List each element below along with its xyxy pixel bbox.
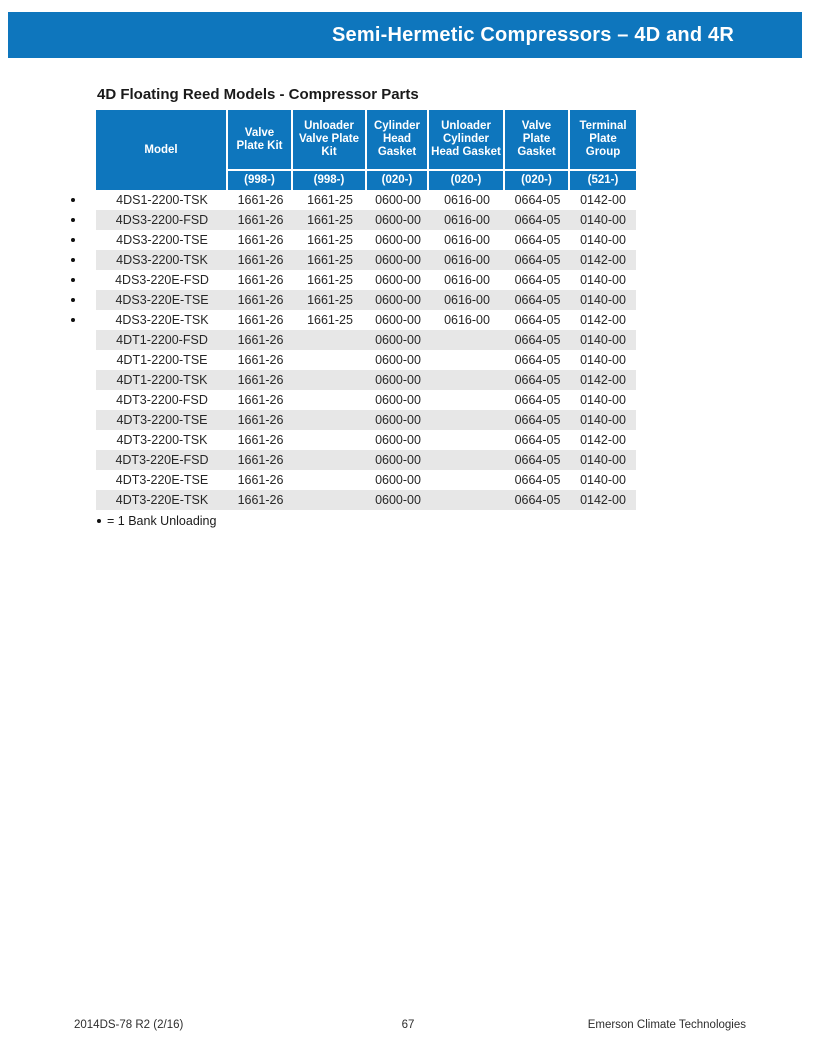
table-row — [96, 230, 636, 250]
table-row — [96, 250, 636, 270]
bank-unloading-bullet-icon — [71, 318, 75, 322]
part-number-cell: 0140-00 — [580, 353, 626, 367]
col-header-model: Model — [96, 110, 228, 190]
model-cell: 4DS3-220E-TSE — [96, 290, 228, 310]
footer-company: Emerson Climate Technologies — [587, 1019, 746, 1031]
part-number-cell: 0140-00 — [580, 453, 626, 467]
part-number-cell — [429, 370, 505, 390]
part-number-cell: 0140-00 — [580, 473, 626, 487]
part-number-cell: 0140-00 — [580, 293, 626, 307]
parts-table-body — [96, 190, 636, 510]
table-row — [96, 310, 636, 330]
part-number-cell — [293, 490, 367, 510]
part-number-cell — [429, 410, 505, 430]
part-number-cell: 0600-00 — [375, 313, 421, 327]
part-number-cell: 0664-05 — [514, 193, 561, 207]
footer-doc-number: 2014DS-78 R2 (2/16) — [74, 1019, 184, 1031]
part-number-cell: 0664-05 — [514, 333, 561, 347]
part-number-cell: 0664-05 — [514, 493, 561, 507]
part-number-cell: 1661-26 — [237, 353, 284, 367]
bank-unloading-bullet-icon — [71, 298, 75, 302]
part-number-cell: 0142-00 — [580, 373, 626, 387]
part-number-cell — [293, 430, 367, 450]
part-number-cell: 0140-00 — [580, 213, 626, 227]
part-number-cell — [429, 430, 505, 450]
table-row — [96, 190, 636, 210]
part-number-cell: 0616-00 — [444, 293, 490, 307]
table-row — [96, 290, 636, 310]
part-number-cell: 0140-00 — [580, 413, 626, 427]
part-number-cell: 0140-00 — [580, 233, 626, 247]
table-row — [96, 350, 636, 370]
part-number-cell: 1661-26 — [237, 433, 284, 447]
table-row — [96, 330, 636, 350]
part-number-cell: 0142-00 — [580, 313, 626, 327]
part-number-cell: 1661-25 — [307, 313, 353, 327]
part-number-cell: 0140-00 — [580, 333, 626, 347]
part-number-cell: 0616-00 — [444, 313, 490, 327]
part-number-cell: 1661-26 — [237, 493, 284, 507]
part-number-cell: 0664-05 — [514, 213, 561, 227]
part-number-cell: 1661-25 — [307, 233, 353, 247]
part-number-cell: 0664-05 — [514, 473, 561, 487]
part-number-cell: 1661-26 — [237, 193, 284, 207]
part-number-cell: 1661-26 — [237, 453, 284, 467]
part-number-cell — [293, 350, 367, 370]
part-number-cell: 1661-26 — [237, 273, 284, 287]
col-prefix-valve-plate-kit: (998-) — [228, 169, 293, 190]
part-number-cell: 0616-00 — [444, 273, 490, 287]
model-cell: 4DT3-220E-FSD — [115, 453, 209, 467]
part-number-cell — [429, 470, 505, 490]
part-number-cell: 0664-05 — [514, 453, 561, 467]
part-number-cell: 1661-26 — [237, 413, 284, 427]
part-number-cell: 0142-00 — [580, 433, 626, 447]
col-prefix-unloader-cylinder-head-gasket: (020-) — [429, 169, 505, 190]
table-row — [96, 370, 636, 390]
part-number-cell: 0600-00 — [375, 273, 421, 287]
col-header-cylinder-head-gasket: Cylinder Head Gasket — [367, 110, 429, 169]
footnote — [97, 514, 216, 528]
part-number-cell: 0600-00 — [375, 473, 421, 487]
part-number-cell: 0600-00 — [375, 213, 421, 227]
part-number-cell: 1661-26 — [237, 373, 284, 387]
part-number-cell: 0616-00 — [444, 213, 490, 227]
part-number-cell: 0664-05 — [514, 313, 561, 327]
model-cell: 4DS3-220E-TSK — [96, 310, 228, 330]
model-cell: 4DS1-2200-TSK — [96, 190, 228, 210]
part-number-cell: 0140-00 — [580, 273, 626, 287]
part-number-cell: 0664-05 — [514, 353, 561, 367]
part-number-cell: 0664-05 — [514, 433, 561, 447]
col-header-terminal-plate-group: Terminal Plate Group — [570, 110, 636, 169]
parts-table-wrap — [96, 110, 636, 510]
col-prefix-cylinder-head-gasket: (020-) — [367, 169, 429, 190]
part-number-cell: 0600-00 — [375, 353, 421, 367]
model-cell: 4DS3-2200-TSE — [96, 230, 228, 250]
bank-unloading-bullet-icon — [71, 238, 75, 242]
model-cell: 4DS3-220E-FSD — [96, 270, 228, 290]
part-number-cell: 0664-05 — [514, 373, 561, 387]
model-cell: 4DT1-2200-FSD — [116, 333, 208, 347]
part-number-cell — [293, 370, 367, 390]
table-row — [96, 490, 636, 510]
bank-unloading-bullet-icon — [71, 198, 75, 202]
part-number-cell: 0140-00 — [580, 393, 626, 407]
part-number-cell — [429, 350, 505, 370]
part-number-cell: 1661-26 — [237, 233, 284, 247]
part-number-cell: 1661-26 — [237, 293, 284, 307]
part-number-cell — [429, 450, 505, 470]
part-number-cell — [293, 390, 367, 410]
part-number-cell — [293, 410, 367, 430]
model-cell: 4DT1-2200-TSE — [116, 353, 208, 367]
part-number-cell: 0600-00 — [375, 293, 421, 307]
col-prefix-unloader-valve-plate-kit: (998-) — [293, 169, 367, 190]
part-number-cell: 0142-00 — [580, 193, 626, 207]
part-number-cell: 0664-05 — [514, 273, 561, 287]
model-cell: 4DT3-220E-TSE — [115, 473, 209, 487]
part-number-cell: 0616-00 — [444, 193, 490, 207]
part-number-cell — [293, 450, 367, 470]
model-cell: 4DT3-2200-FSD — [116, 393, 208, 407]
bank-unloading-bullet-icon — [71, 258, 75, 262]
part-number-cell: 1661-26 — [237, 313, 284, 327]
part-number-cell: 0664-05 — [514, 393, 561, 407]
section-title: 4D Floating Reed Models - Compressor Parts — [97, 86, 419, 103]
part-number-cell: 1661-25 — [307, 193, 353, 207]
table-row — [96, 270, 636, 290]
part-number-cell: 1661-26 — [237, 333, 284, 347]
part-number-cell: 1661-26 — [237, 213, 284, 227]
part-number-cell: 0616-00 — [444, 233, 490, 247]
part-number-cell: 0600-00 — [375, 193, 421, 207]
part-number-cell: 0664-05 — [514, 253, 561, 267]
part-number-cell: 1661-25 — [307, 213, 353, 227]
table-row — [96, 450, 636, 470]
part-number-cell: 1661-25 — [307, 273, 353, 287]
part-number-cell: 0616-00 — [444, 253, 490, 267]
col-header-unloader-cylinder-head-gasket: Unloader Cylinder Head Gasket — [429, 110, 505, 169]
part-number-cell — [293, 470, 367, 490]
col-prefix-terminal-plate-group: (521-) — [570, 169, 636, 190]
model-cell: 4DT3-2200-TSE — [116, 413, 208, 427]
part-number-cell: 0600-00 — [375, 333, 421, 347]
part-number-cell: 0142-00 — [580, 493, 626, 507]
part-number-cell: 1661-26 — [237, 473, 284, 487]
model-cell: 4DS3-2200-TSK — [96, 250, 228, 270]
col-prefix-valve-plate-gasket: (020-) — [505, 169, 570, 190]
model-cell: 4DT3-220E-TSK — [115, 493, 209, 507]
bank-unloading-bullet-icon — [71, 218, 75, 222]
page-header-banner — [8, 12, 802, 58]
part-number-cell: 0664-05 — [514, 293, 561, 307]
part-number-cell: 1661-25 — [307, 293, 353, 307]
col-header-unloader-valve-plate-kit: Unloader Valve Plate Kit — [293, 110, 367, 169]
part-number-cell: 0600-00 — [375, 373, 421, 387]
part-number-cell: 0600-00 — [375, 433, 421, 447]
col-header-valve-plate-kit: Valve Plate Kit — [228, 110, 293, 169]
parts-table — [96, 110, 636, 510]
footer-page-number: 67 — [401, 1019, 415, 1031]
table-row — [96, 210, 636, 230]
col-header-valve-plate-gasket: Valve Plate Gasket — [505, 110, 570, 169]
part-number-cell: 0142-00 — [580, 253, 626, 267]
table-row — [96, 470, 636, 490]
table-row — [96, 430, 636, 450]
part-number-cell: 0600-00 — [375, 493, 421, 507]
page-header-title: Semi-Hermetic Compressors – 4D and 4R — [332, 23, 734, 46]
part-number-cell: 0600-00 — [375, 413, 421, 427]
bank-unloading-bullet-icon — [97, 519, 101, 523]
part-number-cell — [293, 330, 367, 350]
model-cell: 4DT3-2200-TSK — [116, 433, 208, 447]
table-header-row — [96, 110, 636, 169]
part-number-cell: 0600-00 — [375, 253, 421, 267]
part-number-cell — [429, 390, 505, 410]
part-number-cell: 0600-00 — [375, 393, 421, 407]
table-row — [96, 410, 636, 430]
bank-unloading-bullet-icon — [71, 278, 75, 282]
part-number-cell: 0664-05 — [514, 413, 561, 427]
table-row — [96, 390, 636, 410]
part-number-cell: 1661-26 — [237, 253, 284, 267]
part-number-cell — [429, 330, 505, 350]
part-number-cell: 0600-00 — [375, 233, 421, 247]
part-number-cell: 1661-25 — [307, 253, 353, 267]
part-number-cell: 1661-26 — [237, 393, 284, 407]
model-cell: 4DS3-2200-FSD — [96, 210, 228, 230]
part-number-cell: 0664-05 — [514, 233, 561, 247]
footnote-text: = 1 Bank Unloading — [107, 514, 217, 528]
model-cell: 4DT1-2200-TSK — [116, 373, 208, 387]
part-number-cell — [429, 490, 505, 510]
part-number-cell: 0600-00 — [375, 453, 421, 467]
